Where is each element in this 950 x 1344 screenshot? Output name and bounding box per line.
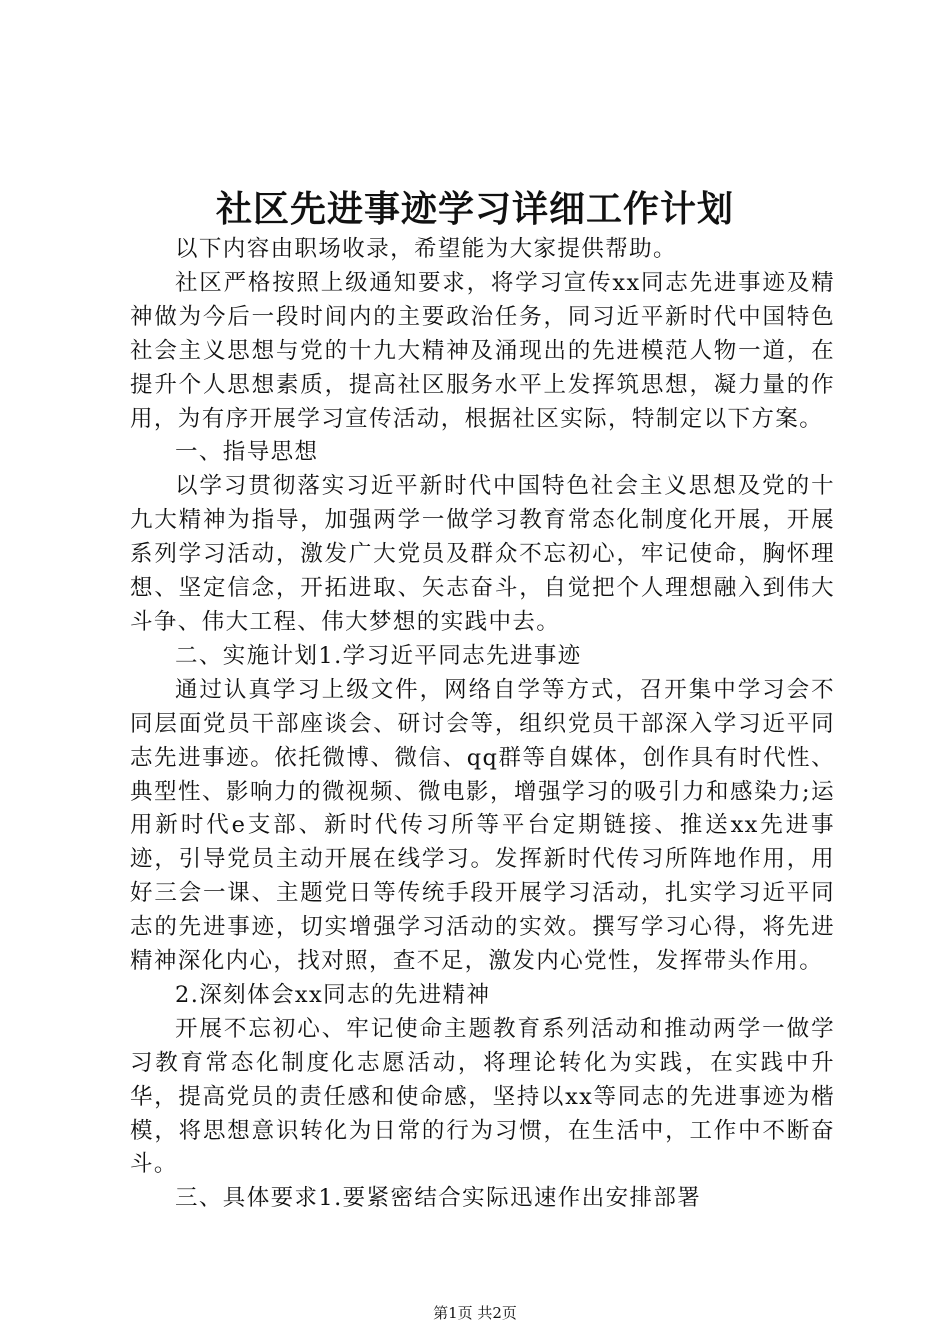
background-paragraph: 社区严格按照上级通知要求，将学习宣传xx同志先进事迹及精神做为今后一段时间内的主要政治任务，同习近平新时代中国特色社会主义思想与党的十九大精神及涌现出的先进模范人物一道，在提升个人思想素质，提高社区服务水平上发挥筑思想，凝力量的作用，为有序开展学习宣传活动，根据社区实际，特制定以下方案。 bbox=[130, 269, 835, 432]
section-heading-guiding-thought: 一、指导思想 bbox=[175, 439, 319, 466]
guiding-thought-paragraph: 以学习贯彻落实习近平新时代中国特色社会主义思想及党的十九大精神为指导，加强两学一做学习教育常态化制度化开展，开展系列学习活动，激发广大党员及群众不忘初心，牢记使命，胸怀理想、坚定信念，开拓进取、矢志奋斗，自觉把个人理想融入到伟大斗争、伟大工程、伟大梦想的实践中去。 bbox=[130, 473, 835, 635]
page-number-footer: 第1页 共2页 bbox=[433, 1304, 517, 1322]
document-body bbox=[130, 233, 835, 1216]
document-title: 社区先进事迹学习详细工作计划 bbox=[215, 188, 734, 230]
spirit-paragraph: 开展不忘初心、牢记使命主题教育系列活动和推动两学一做学习教育常态化制度化志愿活动，将理论转化为实践，在实践中升华，提高党员的责任感和使命感，坚持以xx等同志的先进事迹为楷模，将思想意识转化为日常的行为习惯，在生活中，工作中不断奋斗。 bbox=[130, 1015, 835, 1178]
implementation-paragraph: 通过认真学习上级文件，网络自学等方式，召开集中学习会不同层面党员干部座谈会、研讨会等，组织党员干部深入学习近平同志先进事迹。依托微博、微信、qq群等自媒体，创作具有时代性、典型性、影响力的微视频、微电影，增强学习的吸引力和感染力;运用新时代e支部、新时代传习所等平台定期链接、推送xx先进事迹，引导党员主动开展在线学习。发挥新时代传习所阵地作用，用好三会一课、主题党日等传统手段开展学习活动，扎实学习近平同志的先进事迹，切实增强学习活动的实效。撰写学习心得，将先进精神深化内心，找对照，查不足，激发内心党性，发挥带头作用。 bbox=[130, 676, 835, 975]
section-heading-requirements: 三、具体要求1.要紧密结合实际迅速作出安排部署 bbox=[175, 1185, 702, 1212]
section-heading-implementation-plan: 二、实施计划1.学习近平同志先进事迹 bbox=[175, 642, 582, 669]
intro-paragraph: 以下内容由职场收录，希望能为大家提供帮助。 bbox=[175, 236, 677, 262]
subheading-spirit: 2.深刻体会xx同志的先进精神 bbox=[175, 981, 491, 1008]
